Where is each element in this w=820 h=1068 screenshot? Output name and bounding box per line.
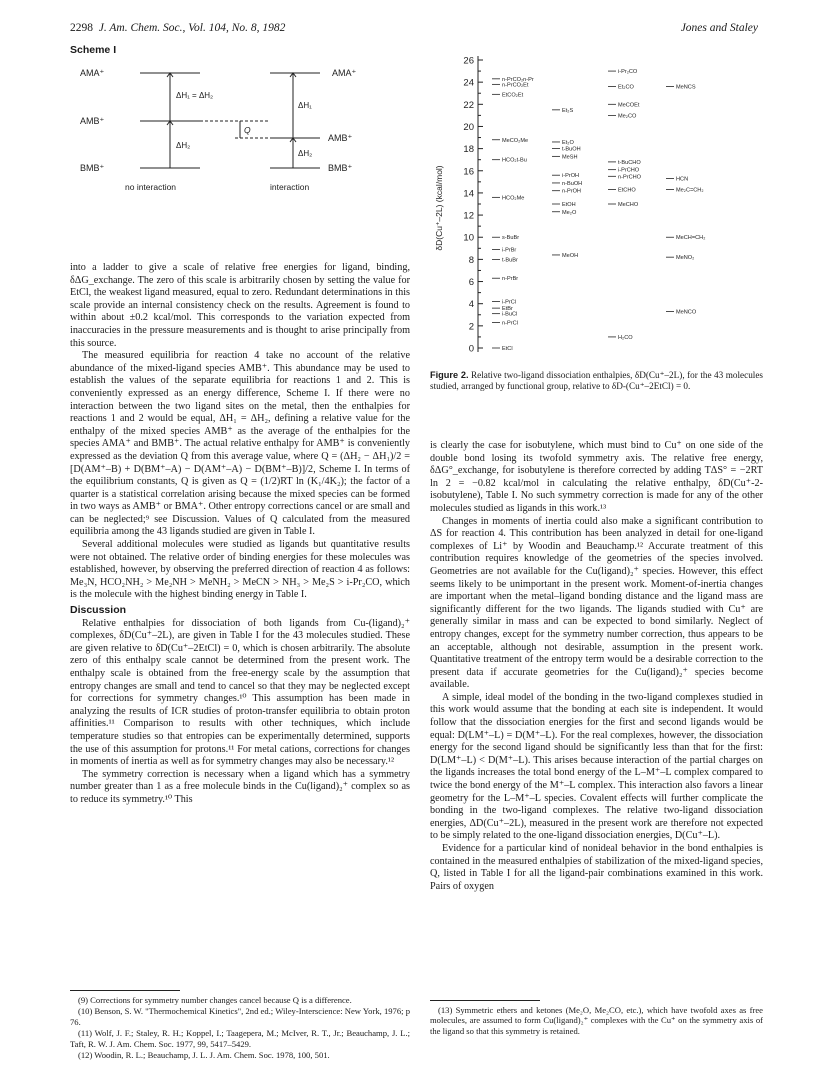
running-header-authors: Jones and Staley [680, 22, 758, 34]
paragraph: into a ladder to give a scale of relative free energies for ligand, binding, δΔG_exchange. The zero of this scale is arbitrarily chosen by setting the value for EtCl, the weakest ligand measured, equal to zero. Redundant determinations in this scale provide an internal consistency check on the results. Agreement is found to within about ±0.2 kcal/mol. This corresponds to the variation expected from inaccuracies in the pressure measurements and is thought to arise principally from this source. [70, 262, 410, 349]
figure-entry-label: MeSH [562, 154, 578, 161]
paragraph: Evidence for a particular kind of nonideal behavior in the bond enthalpies is contained in the measured enthalpies of stabilization of the mixed-ligand species, Q, listed in Table I for all the ligand-pair combinations examined in this work. Pairs of oxygen [430, 843, 763, 892]
footnote-rule-right [430, 1000, 540, 1001]
figure-entry-label: i-PrCHO [618, 167, 640, 174]
running-header-left [70, 22, 285, 34]
figure-entry-label: Me₂O [562, 209, 577, 216]
figure-entry-label: s-BuBr [502, 235, 520, 242]
figure-entry-label: HCO₂t-Bu [502, 157, 527, 164]
scheme-left-dh2: ΔH₂ [176, 141, 191, 150]
figure-entry-label: n-PrOH [562, 188, 581, 195]
figure-entry-label: i-PrCl [502, 299, 516, 306]
figure-tick-label: 12 [463, 210, 474, 222]
figure-entry-label: i-Pr₂CO [618, 69, 638, 76]
figure-y-axis-label: δD(Cu⁺–2L) (kcal/mol) [434, 165, 444, 251]
figure-entry-label: EtBr [502, 306, 513, 313]
scheme-left-ama: AMA⁺ [80, 68, 105, 78]
figure-entry-label: n-PrCO₂n-Pr [502, 76, 534, 83]
scheme-right-caption: interaction [270, 182, 310, 192]
footnotes-left [70, 995, 410, 1061]
figure-tick-label: 0 [468, 343, 474, 355]
paragraph: A simple, ideal model of the bonding in the two-ligand complexes studied in this work would assume that the bonding at each site is independent. It would follow that the dissociation energies for the first and second ligands would be equal: D(LM⁺–L) = D(M⁺–L). For the real complexes, however, the dissociation energy for the second ligand should be significantly less than that for the first: D(LM⁺–L) < D(M⁺–L). This arises because interaction of the partial charges on the ligands increases the total bond energy of the L–M⁺–L complex compared to twice the bond energy of the M⁺–L complex. This interaction also favors a linear geometry for the L–M⁺–L species. Covalent effects will further complicate the bonding in the two-ligand complexes. The relative two-ligand dissociation energies, ΔD(Cu⁺–2L), measured in the present work are therefore not expected to be simply related to the one-ligand dissociation energies, D(Cu⁺–L). [430, 691, 763, 842]
figure-caption-label: Figure 2. [430, 370, 469, 380]
figure-entry-label: MeCHO [618, 202, 639, 208]
figure-entry-label: n-PrCO₂Et [502, 82, 529, 89]
figure-entry-label: EtOH [562, 202, 576, 208]
figure-tick-label: 2 [468, 321, 474, 333]
figure-entry-label: MeNO₂ [676, 255, 695, 262]
scheme-diagram [70, 58, 410, 258]
figure-entry-label: Me₂CO [618, 113, 637, 120]
scheme-left-amb: AMB⁺ [80, 116, 105, 126]
figure-entry-label: i-PrOH [562, 173, 580, 180]
figure-entry-label: MeCH=CH₂ [676, 235, 706, 242]
figure-entry-label: n-PrBr [502, 276, 519, 283]
figure-entry-label: MeOH [562, 252, 579, 259]
figure-entry-label: Et₂O [562, 139, 574, 146]
scheme-right-dh2: ΔH₂ [298, 149, 313, 158]
figure-entry-label: HCO₂Me [502, 195, 525, 202]
journal-citation: J. Am. Chem. Soc., Vol. 104, No. 8, 1982 [98, 22, 286, 34]
scheme-right-bmb: BMB⁺ [328, 163, 353, 173]
scheme-right-dh1: ΔH₁ [298, 101, 312, 110]
figure-entry-label: i-BuCl [502, 311, 518, 318]
figure-tick-label: 18 [463, 144, 474, 156]
scheme-right-amb: AMB⁺ [328, 133, 353, 143]
footnote-rule-left [70, 990, 180, 991]
footnote: (11) Wolf, J. F.; Staley, R. H.; Koppel, I.; Taagepera, M.; McIver, R. T., Jr.; Beauchamp, J. L.; Taft, R. W. J. Am. Chem. Soc. 1977, 99, 5417–5429. [70, 1028, 410, 1049]
figure-entry-label: t-BuCHO [618, 159, 641, 166]
scheme-left-dh1: ΔH₁ = ΔH₂ [176, 91, 214, 100]
figure-caption-text: Relative two-ligand dissociation enthalpies, δD(Cu⁺–2L), for the 43 molecules studied, arranged by functional group, relative to δD-(Cu⁺–2EtCl) = 0. [430, 370, 763, 392]
paragraph: The symmetry correction is necessary when a ligand which has a symmetry number greater than 1 as a free molecule binds in the Cu(ligand)₂⁺ complex so as to reduce its symmetry.¹⁰ This [70, 768, 410, 805]
scheme-right-ama: AMA⁺ [332, 68, 357, 78]
footnote: (13) Symmetric ethers and ketones (Me₂O, Me₂CO, etc.), which have twofold axes as free molecules, are assumed to form Cu(ligand)₂⁺ complexes with the Cu⁺ on the symmetry axis of the ligand so that this symmetry is retained. [430, 1005, 763, 1036]
figure-entry-label: HCN [676, 176, 689, 183]
scheme-q-label: Q [244, 125, 251, 135]
figure-tick-label: 24 [463, 77, 474, 89]
figure-entry-label: MeNCS [676, 84, 696, 91]
scheme-title: Scheme I [70, 44, 117, 56]
figure-tick-label: 10 [463, 232, 474, 244]
footnote: (9) Corrections for symmetry number changes cancel because Q is a difference. [78, 995, 352, 1005]
figure-tick-label: 16 [463, 166, 474, 178]
left-column [70, 262, 410, 807]
paragraph: Several additional molecules were studied as ligands but quantitative results were not obtained. The relative order of binding energies for these molecules was established, however, by observing the preferred direction of reaction 4 as follows: Me₃N, HCO₂NH₂ > Me₂NH > MeNH₂ > MeCN > NH₃ > Me₂S > i-Pr₂CO, which is the molecule with the highest binding energy in Table I. [70, 539, 410, 601]
footnote: (10) Benson, S. W. "Thermochemical Kinetics", 2nd ed.; Wiley-Interscience: New York, 1976; p 76. [70, 1006, 410, 1027]
figure-entry-label: EtCO₂Et [502, 92, 524, 99]
figure-entry-label: MeCO₂Me [502, 137, 529, 144]
paragraph: The measured equilibria for reaction 4 take no account of the relative abundance of the mixed-ligand species AMB⁺. This abundance may be used to establish the values of the separate equilibria for reactions 1 and 2. This is conveniently expressed as an energy difference, Scheme I. If there were no interaction between the two ligand sites on the metal, then the enthalpies for reactions 1 and 2 would be equal, ΔH₁ = ΔH₂, defining a relative value for the enthalpy of the mixed species AMB⁺ as the average of the enthalpies for the species AMA⁺ and BMB⁺. The actual relative enthalpy for AMB⁺ is conveniently expressed as the deviation Q from this average value, where Q = (ΔH₂ − ΔH₁)/2 = [D(AM⁺–B) + D(BM⁺–A) − D(AM⁺–A) − D(BM⁺–B)]/2, Scheme I. In terms of the equilibrium constants, Q is given as Q = (1/2)RT ln (K₁/4K₂); the factor of a quarter is a statistical correlation arising because the mixed species can be formed in two ways as AMB⁺ or BMA⁺. Other entropy corrections cancel or are small and can be neglected;⁹ see Discussion. Values of Q calculated from the measured equilibria among the 43 ligands studied are given in Table I. [70, 350, 410, 538]
right-column [430, 440, 763, 893]
figure-entry-label: EtCl [502, 346, 513, 352]
scheme-left-bmb: BMB⁺ [80, 163, 105, 173]
figure-entry-label: EtCHO [618, 187, 636, 194]
figure-entry-label: i-PrBr [502, 247, 517, 254]
figure-tick-label: 20 [463, 121, 474, 133]
figure-entry-label: Et₂S [562, 107, 574, 114]
figure-tick-label: 22 [463, 99, 474, 111]
footnotes-right [430, 1005, 763, 1037]
footnote: (12) Woodin, R. L.; Beauchamp, J. L. J. Am. Chem. Soc. 1978, 100, 501. [78, 1050, 330, 1061]
figure-entry-label: t-BuBr [502, 257, 518, 264]
scheme-left-caption: no interaction [125, 182, 177, 192]
paragraph: Changes in moments of inertia could also make a significant contribution to ΔS for reaction 4. This contribution has been analyzed in detail for one-ligand complexes of Li⁺ by Woodin and Beauchamp.¹² Accurate treatment of this contribution requires knowledge of the geometries of the species involved. Geometries are not available for the Cu(ligand)₂⁺ species. However, this effect seems likely to be unimportant in the present work. Moment-of-inertia changes are important when the metal–ligand bonding distance and the ligand mass are significantly different for the two ligands. The ligands studied with Cu⁺ are generally similar in mass and can be expected to bond similarly. Neglect of entropy changes, except for the symmetry number correction, thus appears to be an acceptable, although not desirable, assumption in the present work. Quantitative treatment of the entropy term would be a desirable correction to the present data if accurate geometries for the Cu(ligand)₂⁺ species become available. [430, 515, 763, 691]
figure-tick-label: 8 [468, 254, 474, 266]
section-heading-discussion: Discussion [70, 604, 127, 617]
figure-entry-label: MeNCO [676, 309, 697, 316]
figure-2-plot [430, 48, 765, 363]
figure-entry-label: H₂CO [618, 334, 633, 341]
figure-entry-label: n-BuOH [562, 180, 583, 187]
figure-entry-label: n-PrCl [502, 320, 518, 327]
paragraph: is clearly the case for isobutylene, which must bind to Cu⁺ on one side of the double bond losing its twofold symmetry axis. The relative free energy, δΔG°_exchange, for isobutylene is therefore corrected by adding TΔS° = −2RT ln 2 = −0.82 kcal/mol in calculating the relative enthalpy, δD(Cu⁺-2-isobutylene), Table I. No such symmetry correction is made for any of the other molecules studied as ligands in this work.¹³ [430, 440, 763, 514]
figure-entry-label: MeCOEt [618, 102, 640, 109]
figure-entry-label: n-PrCHO [618, 174, 641, 181]
figure-tick-label: 14 [463, 188, 474, 200]
figure-tick-label: 4 [468, 299, 474, 311]
figure-entry-label: Et₂CO [618, 84, 634, 91]
figure-entry-label: t-BuOH [562, 146, 581, 153]
paragraph: Relative enthalpies for dissociation of both ligands from Cu-(ligand)₂⁺ complexes, δD(Cu⁺–2L), are given in Table I for the 43 molecules studied. These are given relative to δD(Cu⁺–2EtCl) = 0, which is chosen arbitrarily. The absolute zero of this enthalpy scale cannot be determined from the present work. The enthalpy scale is obtained from the free-energy scale by the assumption that entropy changes are small and tend to cancel so that they may be neglected except for corrections for symmetry changes.¹⁰ This assumption has been made in analyzing the results of ICR studies of proton-transfer equilibria to obtain proton affinities.¹¹ Comparison to results with other techniques, which include temperature studies so that entropies can be experimentally determined, supports the use of this assumption for protons.¹¹ For metal cations, corrections for changes in moments of inertia as well as for symmetry changes may also be necessary.¹² [70, 617, 410, 768]
figure-tick-label: 6 [468, 277, 474, 289]
figure-tick-label: 26 [463, 55, 474, 67]
figure-2-caption [430, 370, 763, 393]
figure-entry-label: Me₂C=CH₂ [676, 187, 704, 194]
page-number: 2298 [70, 22, 93, 34]
